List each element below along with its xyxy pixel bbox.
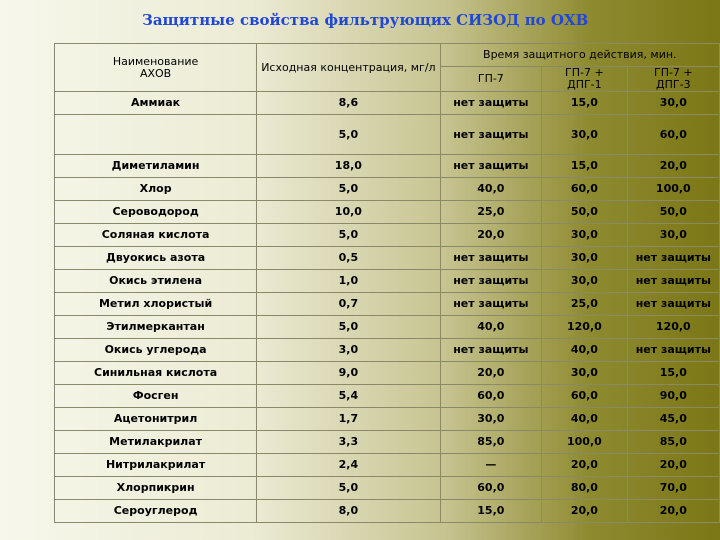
cell-concentration: 5,0 (257, 115, 440, 155)
table-row (55, 293, 720, 316)
cell-gp7-dpg1: 20,0 (542, 500, 628, 523)
cell-substance: Хлор (55, 178, 257, 201)
cell-gp7: 25,0 (440, 201, 542, 224)
cell-concentration: 8,0 (257, 500, 440, 523)
cell-gp7-dpg3: нет защиты (627, 293, 719, 316)
header-concentration: Исходная концентрация, мг/л (257, 44, 440, 92)
protection-table (54, 43, 720, 523)
cell-substance: Сероуглерод (55, 500, 257, 523)
table-row (55, 115, 720, 155)
cell-gp7-dpg3: 45,0 (627, 408, 719, 431)
header-gp7: ГП-7 (440, 67, 542, 92)
cell-concentration: 18,0 (257, 155, 440, 178)
cell-gp7: нет защиты (440, 115, 542, 155)
table-row (55, 201, 720, 224)
cell-concentration: 5,4 (257, 385, 440, 408)
cell-gp7: 60,0 (440, 477, 542, 500)
cell-gp7-dpg1: 40,0 (542, 339, 628, 362)
cell-substance: Нитрилакрилат (55, 454, 257, 477)
cell-gp7-dpg3: нет защиты (627, 270, 719, 293)
table-row (55, 270, 720, 293)
table-row (55, 247, 720, 270)
cell-substance: Метил хлористый (55, 293, 257, 316)
cell-concentration: 5,0 (257, 316, 440, 339)
cell-gp7-dpg3: 90,0 (627, 385, 719, 408)
cell-concentration: 10,0 (257, 201, 440, 224)
cell-gp7-dpg1: 20,0 (542, 454, 628, 477)
cell-gp7-dpg1: 50,0 (542, 201, 628, 224)
cell-substance: Аммиак (55, 92, 257, 115)
cell-gp7-dpg3: 50,0 (627, 201, 719, 224)
header-gp7-dpg3: ГП-7 + ДПГ-3 (627, 67, 719, 92)
header-gp7-dpg1: ГП-7 + ДПГ-1 (542, 67, 628, 92)
cell-gp7-dpg1: 30,0 (542, 247, 628, 270)
cell-gp7-dpg3: 20,0 (627, 155, 719, 178)
cell-concentration: 5,0 (257, 178, 440, 201)
cell-gp7-dpg3: 120,0 (627, 316, 719, 339)
cell-gp7: — (440, 454, 542, 477)
cell-concentration: 1,7 (257, 408, 440, 431)
cell-gp7-dpg3: 30,0 (627, 224, 719, 247)
cell-concentration: 5,0 (257, 477, 440, 500)
table-row (55, 362, 720, 385)
cell-gp7: 60,0 (440, 385, 542, 408)
cell-gp7-dpg3: 60,0 (627, 115, 719, 155)
cell-concentration: 2,4 (257, 454, 440, 477)
cell-gp7: нет защиты (440, 92, 542, 115)
table-row (55, 178, 720, 201)
cell-substance: Диметиламин (55, 155, 257, 178)
table-row (55, 454, 720, 477)
table-row (55, 477, 720, 500)
table-row (55, 385, 720, 408)
cell-gp7-dpg3: 20,0 (627, 500, 719, 523)
cell-substance: Хлорпикрин (55, 477, 257, 500)
cell-gp7-dpg1: 25,0 (542, 293, 628, 316)
table-row (55, 431, 720, 454)
cell-gp7-dpg1: 30,0 (542, 270, 628, 293)
table-body (55, 92, 720, 523)
cell-gp7: 40,0 (440, 178, 542, 201)
cell-substance (55, 115, 257, 155)
cell-gp7: 30,0 (440, 408, 542, 431)
cell-gp7-dpg3: нет защиты (627, 339, 719, 362)
cell-gp7: нет защиты (440, 155, 542, 178)
cell-concentration: 5,0 (257, 224, 440, 247)
cell-gp7-dpg3: 85,0 (627, 431, 719, 454)
cell-gp7: нет защиты (440, 339, 542, 362)
cell-concentration: 8,6 (257, 92, 440, 115)
table-row (55, 339, 720, 362)
table-row (55, 155, 720, 178)
table-row (55, 92, 720, 115)
cell-gp7-dpg1: 80,0 (542, 477, 628, 500)
table-row (55, 500, 720, 523)
cell-substance: Этилмеркантан (55, 316, 257, 339)
cell-concentration: 3,0 (257, 339, 440, 362)
cell-substance: Окись этилена (55, 270, 257, 293)
cell-gp7-dpg1: 30,0 (542, 224, 628, 247)
cell-gp7-dpg1: 40,0 (542, 408, 628, 431)
cell-gp7-dpg3: нет защиты (627, 247, 719, 270)
cell-substance: Соляная кислота (55, 224, 257, 247)
cell-concentration: 1,0 (257, 270, 440, 293)
header-time: Время защитного действия, мин. (440, 44, 719, 67)
cell-gp7: 20,0 (440, 224, 542, 247)
cell-gp7: нет защиты (440, 293, 542, 316)
cell-gp7-dpg1: 60,0 (542, 178, 628, 201)
page-title: Защитные свойства фильтрующих СИЗОД по ОХВ (142, 11, 589, 29)
cell-concentration: 0,7 (257, 293, 440, 316)
cell-substance: Синильная кислота (55, 362, 257, 385)
cell-substance: Окись углерода (55, 339, 257, 362)
header-name: Наименование АХОВ (55, 44, 257, 92)
cell-gp7: нет защиты (440, 270, 542, 293)
table-row (55, 408, 720, 431)
cell-substance: Сероводород (55, 201, 257, 224)
cell-substance: Двуокись азота (55, 247, 257, 270)
cell-gp7-dpg1: 15,0 (542, 92, 628, 115)
cell-gp7-dpg1: 100,0 (542, 431, 628, 454)
cell-gp7-dpg3: 70,0 (627, 477, 719, 500)
cell-gp7: нет защиты (440, 247, 542, 270)
cell-gp7: 85,0 (440, 431, 542, 454)
cell-substance: Фосген (55, 385, 257, 408)
cell-gp7-dpg1: 30,0 (542, 115, 628, 155)
cell-gp7-dpg1: 60,0 (542, 385, 628, 408)
cell-gp7-dpg3: 30,0 (627, 92, 719, 115)
cell-gp7-dpg3: 15,0 (627, 362, 719, 385)
cell-gp7-dpg1: 30,0 (542, 362, 628, 385)
table-row (55, 316, 720, 339)
cell-gp7: 40,0 (440, 316, 542, 339)
cell-gp7-dpg3: 20,0 (627, 454, 719, 477)
cell-concentration: 9,0 (257, 362, 440, 385)
cell-concentration: 0,5 (257, 247, 440, 270)
cell-gp7-dpg1: 120,0 (542, 316, 628, 339)
cell-substance: Метилакрилат (55, 431, 257, 454)
cell-concentration: 3,3 (257, 431, 440, 454)
cell-gp7-dpg3: 100,0 (627, 178, 719, 201)
cell-gp7: 20,0 (440, 362, 542, 385)
cell-substance: Ацетонитрил (55, 408, 257, 431)
table-row (55, 224, 720, 247)
cell-gp7-dpg1: 15,0 (542, 155, 628, 178)
cell-gp7: 15,0 (440, 500, 542, 523)
